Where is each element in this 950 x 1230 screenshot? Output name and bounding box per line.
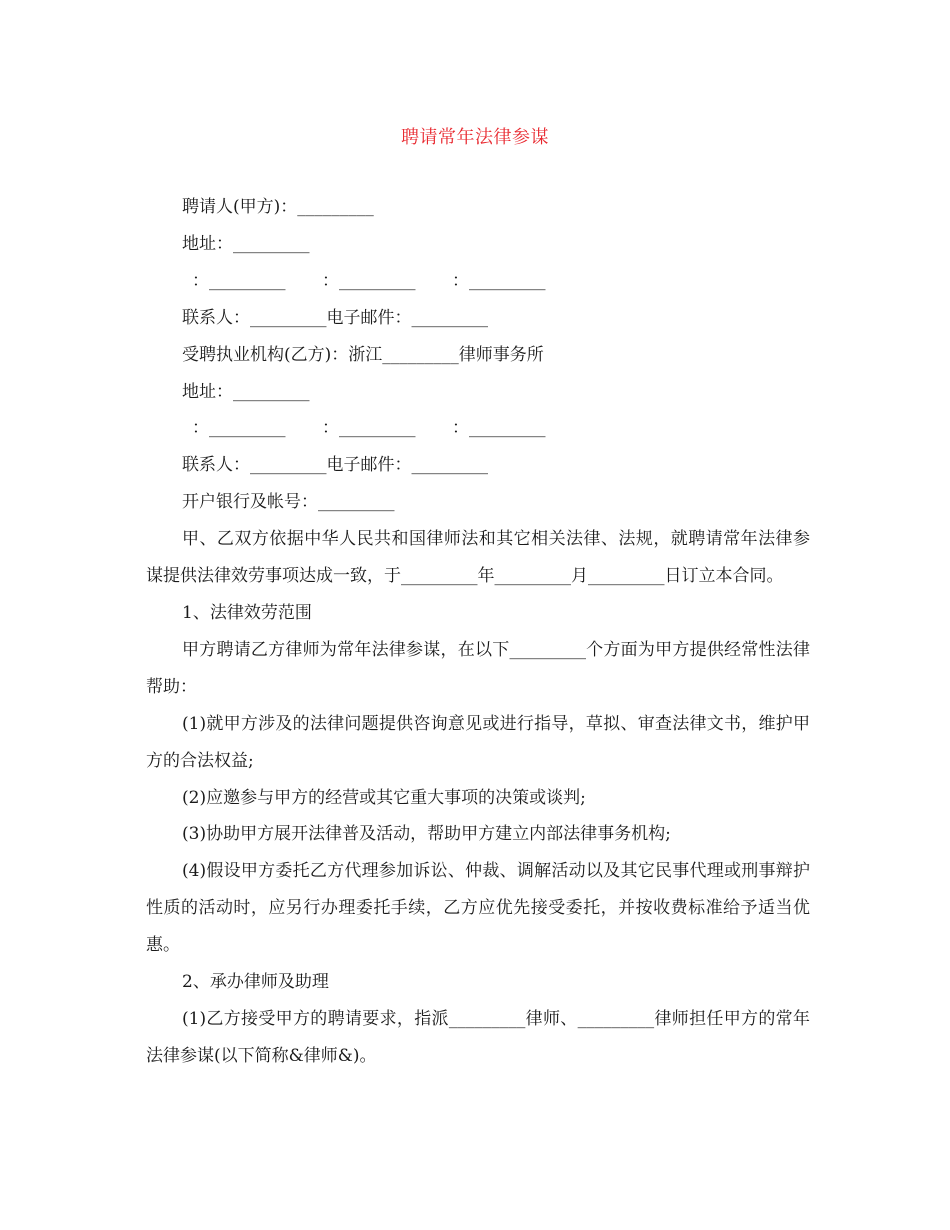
party-a-phones — [146, 263, 810, 300]
section-1-heading: 1、法律效劳范围 — [182, 602, 312, 623]
intro-paragraph: 甲、乙双方依据中华人民共和国律师法和其它相关法律、法规，就聘请常年法律参谋提供法律效劳事项达成一致，于_________年_________月_________日订立本合同。 — [146, 529, 810, 587]
section-1-item: (4)假设甲方委托乙方代理参加诉讼、仲裁、调解活动以及其它民事代理或刑事辩护性质的活动时，应另行办理委托手续，乙方应优先接受委托，并按收费标准给予适当优惠。 — [146, 861, 810, 956]
party-b-contact: 联系人：_________电子邮件：_________ — [182, 455, 488, 476]
party-b-firm: 受聘执业机构(乙方)：浙江_________律师事务所 — [182, 344, 544, 365]
section-1-item: (1)就甲方涉及的法律问题提供咨询意见或进行指导，草拟、审查法律文书，维护甲方的合法权益; — [146, 713, 810, 771]
section-1-item: (3)协助甲方展开法律普及活动，帮助甲方建立内部法律事务机构; — [182, 824, 671, 845]
party-b-phone-field: ：_________ — [452, 418, 546, 439]
party-a-employer: 聘请人(甲方)：_________ — [182, 197, 374, 217]
party-b-phone-field: ：_________ — [322, 418, 416, 439]
section-1-item: (2)应邀参与甲方的经营或其它重大事项的决策或谈判; — [182, 787, 586, 808]
party-b-address: 地址：_________ — [182, 381, 310, 402]
party-a-contact: 联系人：_________电子邮件：_________ — [182, 307, 488, 328]
document-title: 聘请常年法律参谋 — [401, 127, 549, 148]
party-a-phone-field: ：_________ — [322, 270, 416, 291]
document-body — [146, 189, 810, 1075]
section-1-lead: 甲方聘请乙方律师为常年法律参谋，在以下_________个方面为甲方提供经常性法律帮助： — [146, 639, 810, 697]
party-b-phone-field: ：_________ — [192, 418, 286, 439]
party-a-phone-field: ：_________ — [452, 270, 546, 291]
section-2-item: (1)乙方接受甲方的聘请要求，指派_________律师、_________律师担任甲方的常年法律参谋(以下简称&律师&)。 — [146, 1008, 810, 1066]
party-b-bank: 开户银行及帐号：_________ — [182, 492, 395, 513]
party-b-phones — [146, 410, 810, 447]
section-2-heading: 2、承办律师及助理 — [182, 972, 329, 993]
party-a-address: 地址：_________ — [182, 233, 310, 254]
party-a-phone-field: ：_________ — [192, 270, 286, 291]
